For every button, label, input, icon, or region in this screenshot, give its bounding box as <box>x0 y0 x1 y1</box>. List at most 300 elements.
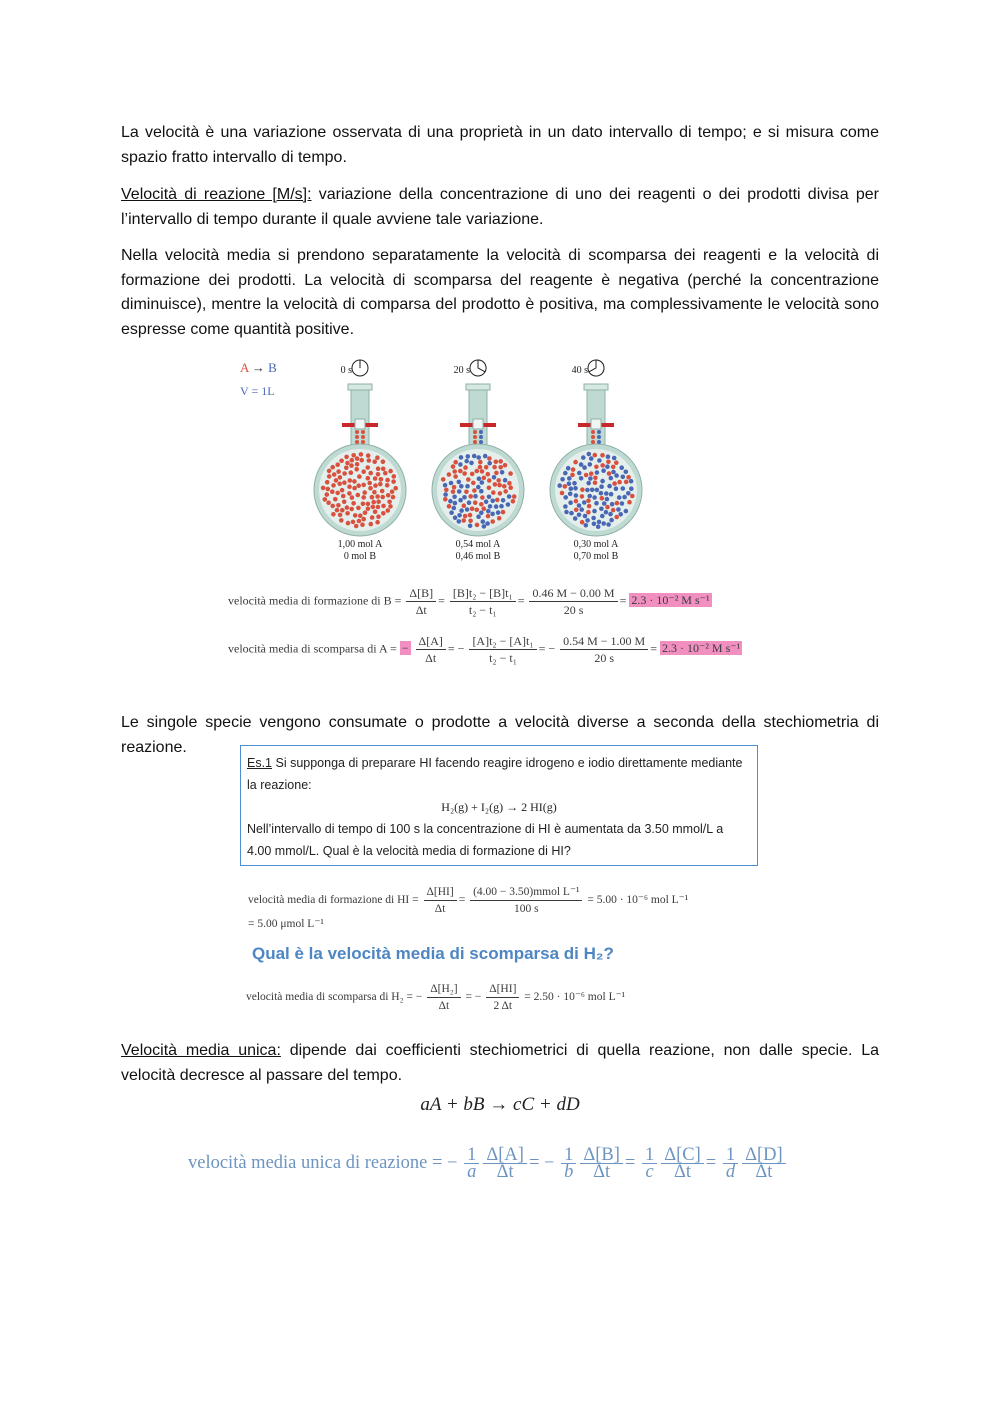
particle-b <box>487 461 492 466</box>
particle-a <box>386 508 391 513</box>
denominator: t₂ − t₁ <box>489 651 517 665</box>
particle-a <box>503 463 508 468</box>
particle-b <box>487 495 492 500</box>
denominator: a <box>467 1162 477 1182</box>
particle-b <box>609 518 614 523</box>
particle-b <box>479 511 484 516</box>
paragraph-velocity-definition: La velocità è una variazione osservata di una proprietà in un dato intervallo di tempo; e si misura come spazio fratto intervallo di tempo. <box>121 124 879 166</box>
particle-a <box>339 459 344 464</box>
equation-formation-hi: velocità media di formazione di HI = $\frac{\Delta[HI]}{\Delta t}$ = $\frac{\text{(4.00 − 3.50)mmol L⁻¹}}{100 s}$ = 5.00 · 10⁻⁶ mol L⁻¹ <box>248 886 689 915</box>
particle-a <box>330 504 335 509</box>
fraction <box>642 1147 657 1180</box>
particle-b <box>457 513 462 518</box>
equation-hi-micromol: = 5.00 μmol L⁻¹ <box>248 918 324 930</box>
particle-b <box>449 510 454 515</box>
particle-a <box>352 479 357 484</box>
numerator: 1 <box>723 1147 738 1164</box>
particle-a <box>331 483 336 488</box>
particle-a <box>335 508 340 513</box>
particle-b <box>594 501 599 506</box>
denominator: c <box>645 1162 654 1182</box>
particle-a <box>507 481 512 486</box>
particle-a <box>498 491 503 496</box>
particle-a <box>366 453 371 458</box>
particle-a <box>327 469 332 474</box>
neck-particle <box>479 440 483 444</box>
particle-a <box>462 471 467 476</box>
numerator: 1 <box>464 1147 479 1164</box>
particle-b <box>587 452 592 457</box>
paragraph-unique-rate <box>121 1039 879 1088</box>
particle-b <box>459 508 464 513</box>
particle-a <box>479 502 484 507</box>
particle-b <box>472 454 477 459</box>
particle-a <box>497 483 502 488</box>
particle-a <box>451 490 456 495</box>
particle-b <box>599 484 604 489</box>
particle-a <box>338 475 343 480</box>
fraction <box>424 884 457 917</box>
particle-a <box>391 479 396 484</box>
particle-b <box>564 510 569 515</box>
particle-a <box>508 485 513 490</box>
particle-b <box>453 501 458 506</box>
particle-b <box>599 507 604 512</box>
neck-particle <box>591 435 595 439</box>
particle-a <box>593 453 598 458</box>
particle-a <box>388 469 393 474</box>
particle-a <box>502 484 507 489</box>
numerator: 1 <box>561 1147 576 1164</box>
particle-b <box>624 509 629 514</box>
particle-b <box>458 498 463 503</box>
particle-a <box>363 510 368 515</box>
time-label: 20 s <box>453 365 470 376</box>
particle-a <box>337 482 342 487</box>
numerator: Δ[A] <box>416 633 446 650</box>
particle-b <box>589 456 594 461</box>
numerator: Δ[C] <box>661 1147 704 1164</box>
particle-b <box>458 462 463 467</box>
particle-b <box>581 455 586 460</box>
numerator: 0.54 M − 1.00 M <box>560 633 648 650</box>
particle-b <box>482 524 487 529</box>
particle-a <box>586 498 591 503</box>
particle-a <box>366 476 371 481</box>
particle-a <box>376 472 381 477</box>
particle-b <box>585 488 590 493</box>
particle-b <box>573 486 578 491</box>
particle-b <box>626 491 631 496</box>
particle-b <box>563 495 568 500</box>
particle-a <box>323 497 328 502</box>
equation-operator: = − <box>465 991 482 1004</box>
reaction-rate-definition: variazione della concentrazione di uno dei reagenti o dei prodotti divisa per l’intervallo di tempo durante il quale avviene tale variazione. <box>121 186 880 228</box>
particle-a <box>381 459 386 464</box>
particle-b <box>560 477 565 482</box>
particle-b <box>479 489 484 494</box>
paragraph-reaction-rate <box>121 183 879 232</box>
particle-a <box>368 471 373 476</box>
particle-a <box>475 508 480 513</box>
flask-illustration <box>230 350 770 565</box>
particle-b <box>620 501 625 506</box>
equation-result: = 2.50 · 10⁻⁶ mol L⁻¹ <box>524 991 626 1004</box>
fraction <box>560 633 648 666</box>
particle-b <box>591 516 596 521</box>
particle-a <box>336 469 341 474</box>
particle-a <box>470 506 475 511</box>
flask-rim <box>466 384 490 390</box>
equation-label: velocità media di formazione di B = <box>228 593 402 608</box>
particle-a <box>614 515 619 520</box>
neck-particle <box>361 440 365 444</box>
particle-a <box>593 476 598 481</box>
particle-a <box>605 505 610 510</box>
particle-b <box>622 495 627 500</box>
particle-b <box>476 485 481 490</box>
particle-a <box>334 478 339 483</box>
particle-a <box>336 503 341 508</box>
particle-b <box>617 495 622 500</box>
particle-b <box>601 521 606 526</box>
fraction <box>561 1147 576 1180</box>
particle-a <box>326 487 331 492</box>
particle-a <box>451 464 456 469</box>
particle-b <box>584 523 589 528</box>
unique-rate-definition: dipende dai coefficienti stechiometrici di quella reazione, non dalle specie. La velocità decresce al passare del tempo. <box>121 1042 880 1084</box>
particle-b <box>602 501 607 506</box>
particle-b <box>481 519 486 524</box>
particle-a <box>354 467 359 472</box>
neck-particle <box>355 440 359 444</box>
equation-result: = 5.00 · 10⁻⁶ mol L⁻¹ <box>587 894 689 907</box>
particle-b <box>587 494 592 499</box>
particle-b <box>494 504 499 509</box>
amount-b-caption: 0 mol B <box>343 551 377 562</box>
flask-rim <box>348 384 372 390</box>
particle-a <box>391 495 396 500</box>
particle-b <box>465 484 470 489</box>
particle-a <box>361 517 366 522</box>
particle-a <box>326 500 331 505</box>
particle-a <box>366 507 371 512</box>
numerator: Δ[B] <box>406 585 436 602</box>
particle-b <box>592 509 597 514</box>
particle-a <box>351 501 356 506</box>
particle-b <box>592 522 597 527</box>
particle-b <box>462 495 467 500</box>
particle-b <box>568 500 573 505</box>
particle-b <box>506 502 511 507</box>
particle-a <box>359 458 364 463</box>
particle-a <box>381 467 386 472</box>
equation-label: velocità media unica di reazione = − <box>188 1152 458 1173</box>
particle-a <box>487 486 492 491</box>
denominator: Δt <box>415 603 427 617</box>
particle-a <box>463 465 468 470</box>
particle-a <box>390 489 395 494</box>
particle-a <box>378 482 383 487</box>
particle-a <box>376 466 381 471</box>
particle-a <box>361 502 366 507</box>
particle-b <box>605 497 610 502</box>
particle-a <box>495 498 500 503</box>
term-unique-rate: Velocità media unica: <box>121 1042 281 1059</box>
neck-particle <box>591 440 595 444</box>
particle-a <box>444 488 449 493</box>
particle-a <box>468 519 473 524</box>
particle-b <box>569 486 574 491</box>
neck-particle <box>473 435 477 439</box>
particle-a <box>331 512 336 517</box>
particle-b <box>579 507 584 512</box>
highlighted-result: 2.3 · 10⁻² M s⁻¹ <box>662 641 741 656</box>
particle-b <box>582 465 587 470</box>
particle-a <box>356 493 361 498</box>
particle-b <box>473 494 478 499</box>
particle-a <box>330 489 335 494</box>
particle-b <box>485 521 490 526</box>
particle-b <box>459 455 464 460</box>
equation-disappearance-h2 <box>246 981 625 1014</box>
denominator: Δt <box>673 1162 691 1182</box>
particle-a <box>335 491 340 496</box>
fraction <box>450 585 516 618</box>
particle-a <box>370 495 375 500</box>
particle-b <box>443 492 448 497</box>
fraction <box>661 1147 704 1180</box>
fraction <box>427 981 460 1014</box>
particle-a <box>606 460 611 465</box>
particle-a <box>570 473 575 478</box>
particle-a <box>560 491 565 496</box>
particle-b <box>499 504 504 509</box>
particle-b <box>469 461 474 466</box>
particle-a <box>344 466 349 471</box>
denominator: d <box>725 1162 736 1182</box>
example-text: Si supponga di preparare HI facendo reagire idrogeno e iodio direttamente mediante <box>272 756 743 770</box>
particle-a <box>350 458 355 463</box>
neck-particle <box>355 430 359 434</box>
neck-particle <box>479 430 483 434</box>
particle-b <box>621 486 626 491</box>
equation-disappearance-a: velocità media di scomparsa di A = − $\frac{\Delta[A]}{\Delta t}$ = − $\frac{\text{[A]t₂ − [A]t₁}}{\text{t₂ − t₁}}$ = − $\frac{0.54 M - 1.00 M}{20 s}$ = 2.3 · 10⁻² M s⁻¹ <box>228 634 741 665</box>
particle-b <box>448 499 453 504</box>
numerator: Δ[B] <box>580 1147 623 1164</box>
particle-a <box>370 515 375 520</box>
particle-a <box>367 481 372 486</box>
particle-b <box>457 519 462 524</box>
particle-b <box>503 478 508 483</box>
particle-b <box>566 466 571 471</box>
particle-a <box>369 522 374 527</box>
particle-a <box>366 502 371 507</box>
particle-a <box>586 510 591 515</box>
denominator: 100 s <box>513 903 539 915</box>
particle-a <box>339 518 344 523</box>
particle-b <box>467 500 472 505</box>
particle-b <box>457 480 462 485</box>
particle-b <box>612 456 617 461</box>
particle-a <box>475 523 480 528</box>
particle-a <box>471 481 476 486</box>
particle-a <box>480 469 485 474</box>
particle-a <box>484 465 489 470</box>
particle-a <box>344 455 349 460</box>
neck-particle <box>473 430 477 434</box>
example-tag: Es.1 <box>247 756 273 770</box>
fraction <box>742 1147 786 1180</box>
particle-a <box>342 480 347 485</box>
particle-a <box>466 477 471 482</box>
particle-b <box>577 503 582 508</box>
particle-b <box>465 507 470 512</box>
neck-particle <box>591 430 595 434</box>
particle-b <box>443 483 448 488</box>
example-equation: H₂(g) + I₂(g) → 2 HI(g) <box>441 800 557 814</box>
particle-b <box>480 480 485 485</box>
particle-a <box>356 506 361 511</box>
example-line-4: 4.00 mmol/L. Qual è la velocità media di formazione di HI? <box>247 844 571 858</box>
particle-b <box>606 522 611 527</box>
particle-b <box>624 470 629 475</box>
denominator: 2 Δt <box>493 1000 513 1012</box>
particle-b <box>588 462 593 467</box>
fraction <box>580 1147 623 1180</box>
particle-b <box>629 486 634 491</box>
particle-a <box>574 499 579 504</box>
particle-a <box>393 486 398 491</box>
equation-unique-rate: velocità media unica di reazione = − $\frac{1}{a}$ $\frac{\Delta[A]}{\Delta t}$ = − $\frac{1}{b}$ $\frac{\Delta[B]}{\Delta t}$ = $\frac{1}{c}$ $\frac{\Delta[C]}{\Delta t}$ = $\frac{1}{d}$ $\frac{\Delta[D]}{\Delta t}$ <box>188 1147 788 1180</box>
particle-a <box>327 474 332 479</box>
general-reaction-equation: aA + bB → cC + dD <box>420 1094 580 1115</box>
particle-a <box>385 478 390 483</box>
reaction-arrow: → <box>251 360 265 375</box>
particle-a <box>349 507 354 512</box>
particle-b <box>459 484 464 489</box>
particle-a <box>468 494 473 499</box>
particle-a <box>468 513 473 518</box>
particle-a <box>487 478 492 483</box>
particle-b <box>452 495 457 500</box>
particle-b <box>608 512 613 517</box>
particle-a <box>386 493 391 498</box>
particle-a <box>580 520 585 525</box>
particle-a <box>372 490 377 495</box>
time-label: 0 s <box>340 365 352 376</box>
particle-b <box>500 470 505 475</box>
particle-a <box>373 483 378 488</box>
particle-a <box>453 474 458 479</box>
particle-a <box>580 487 585 492</box>
particle-b <box>577 513 582 518</box>
particle-a <box>368 486 373 491</box>
particle-a <box>563 484 568 489</box>
particle-a <box>357 519 362 524</box>
particle-a <box>498 459 503 464</box>
particle-b <box>483 454 488 459</box>
particle-a <box>626 475 631 480</box>
particle-b <box>563 471 568 476</box>
particle-a <box>345 461 350 466</box>
particle-a <box>463 514 468 519</box>
numerator: Δ[H₂] <box>427 981 460 998</box>
particle-a <box>380 489 385 494</box>
denominator: t₂ − t₁ <box>468 603 497 617</box>
particle-a <box>491 490 496 495</box>
particle-b <box>490 499 495 504</box>
particle-a <box>351 453 356 458</box>
particle-a <box>612 481 617 486</box>
particle-a <box>574 508 579 513</box>
particle-b <box>449 481 454 486</box>
particle-a <box>589 471 594 476</box>
particle-b <box>501 498 506 503</box>
particle-b <box>579 476 584 481</box>
particle-b <box>619 465 624 470</box>
particle-a <box>348 478 353 483</box>
species-a-label: A <box>240 360 249 375</box>
particle-a <box>361 469 366 474</box>
particle-b <box>572 481 577 486</box>
numerator: (4.00 − 3.50)mmol L⁻¹ <box>470 884 582 901</box>
stopcock-valve <box>355 419 365 429</box>
example-line-2: la reazione: <box>247 778 312 792</box>
amount-a-caption: 0,54 mol A <box>455 539 501 550</box>
particle-a <box>325 480 330 485</box>
denominator: Δt <box>434 903 446 915</box>
particle-a <box>376 499 381 504</box>
particle-b <box>621 475 626 480</box>
particle-b <box>453 515 458 520</box>
particle-a <box>492 465 497 470</box>
denominator: 20 s <box>594 651 614 665</box>
particle-a <box>494 471 499 476</box>
particle-b <box>588 476 593 481</box>
particle-b <box>604 491 609 496</box>
particle-b <box>597 520 602 525</box>
particle-a <box>447 504 452 509</box>
amount-b-caption: 0,70 mol B <box>573 551 619 562</box>
particle-b <box>604 510 609 515</box>
particle-a <box>490 519 495 524</box>
volume-label: V = 1L <box>240 384 275 398</box>
particle-a <box>486 472 491 477</box>
neck-particle <box>361 435 365 439</box>
particle-a <box>494 460 499 465</box>
fraction <box>406 585 436 618</box>
denominator: Δt <box>593 1162 611 1182</box>
particle-b <box>567 476 572 481</box>
particle-b <box>600 479 605 484</box>
particle-a <box>357 474 362 479</box>
particle-a <box>349 463 354 468</box>
particle-b <box>568 492 573 497</box>
particle-b <box>616 507 621 512</box>
particle-a <box>321 486 326 491</box>
particle-a <box>478 465 483 470</box>
particle-a <box>508 471 513 476</box>
flask-figure <box>230 350 770 565</box>
example-box <box>240 745 758 866</box>
particle-a <box>461 518 466 523</box>
particle-a <box>594 465 599 470</box>
particle-b <box>599 491 604 496</box>
particle-a <box>475 469 480 474</box>
fraction <box>486 981 519 1014</box>
neck-particle <box>597 435 601 439</box>
